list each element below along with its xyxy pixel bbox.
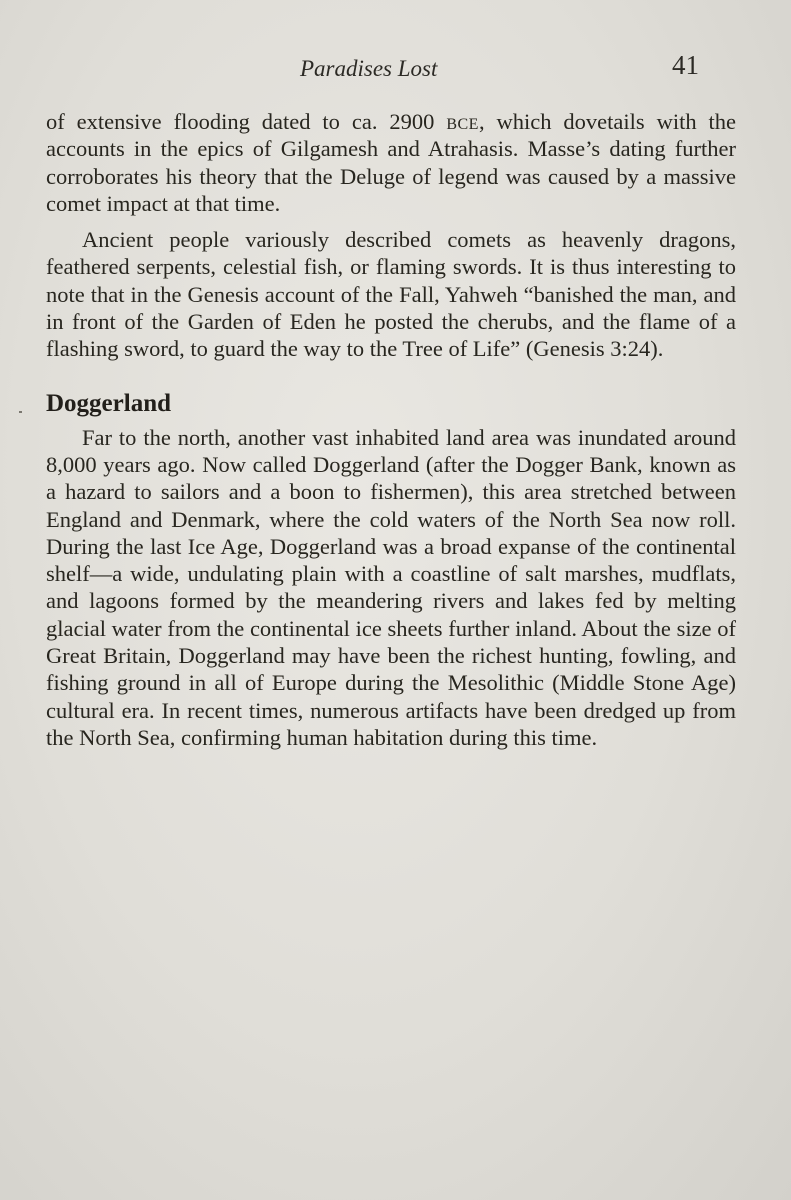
page-number: 41 — [672, 50, 699, 80]
paragraph-1-start: of extensive flooding dated to ca. 2900 — [46, 109, 447, 134]
section-heading: Doggerland — [46, 389, 171, 417]
page-speck — [19, 411, 22, 413]
paragraph-1 — [46, 108, 736, 217]
paragraph-2: Ancient people variously described comets as heavenly dragons, feathered serpents, celestial fish, or flaming swords. It is thus interesting to note that in the Genesis account of the Fall, Yahweh “banished the man, and in front of the Garden of Eden he posted the cherubs, and the flame of a flashing sword, to guard the way to the Tree of Life” (Genesis 3:24). — [46, 227, 736, 362]
paragraph-1-end: , which dovetails with the accounts in the epics of Gilgamesh and Atrahasis. Masse’s dating further corroborates his theory that the Deluge of legend was caused by a massive comet impact at that time. — [46, 109, 736, 216]
running-head: Paradises Lost — [300, 56, 438, 81]
paragraph-3: Far to the north, another vast inhabited land area was inundated around 8,000 years ago. Now called Doggerland (after the Dogger Bank, known as a hazard to sailors and a boon to fishermen), this area stretched between England and Denmark, where the cold waters of the North Sea now roll. During the last Ice Age, Doggerland was a broad expanse of the continental shelf—a wide, undulating plain with a coastline of salt marshes, mudflats, and lagoons formed by the meandering rivers and lakes fed by melting glacial water from the continental ice sheets further inland. About the size of Great Britain, Doggerland may have been the richest hunting, fowling, and fishing ground in all of Europe during the Mesolithic (Middle Stone Age) cultural era. In recent times, numerous artifacts have been dredged up from the North Sea, confirming human habitation during this time. — [46, 424, 736, 750]
body-text — [46, 108, 736, 751]
era-abbreviation: bce — [446, 109, 479, 134]
